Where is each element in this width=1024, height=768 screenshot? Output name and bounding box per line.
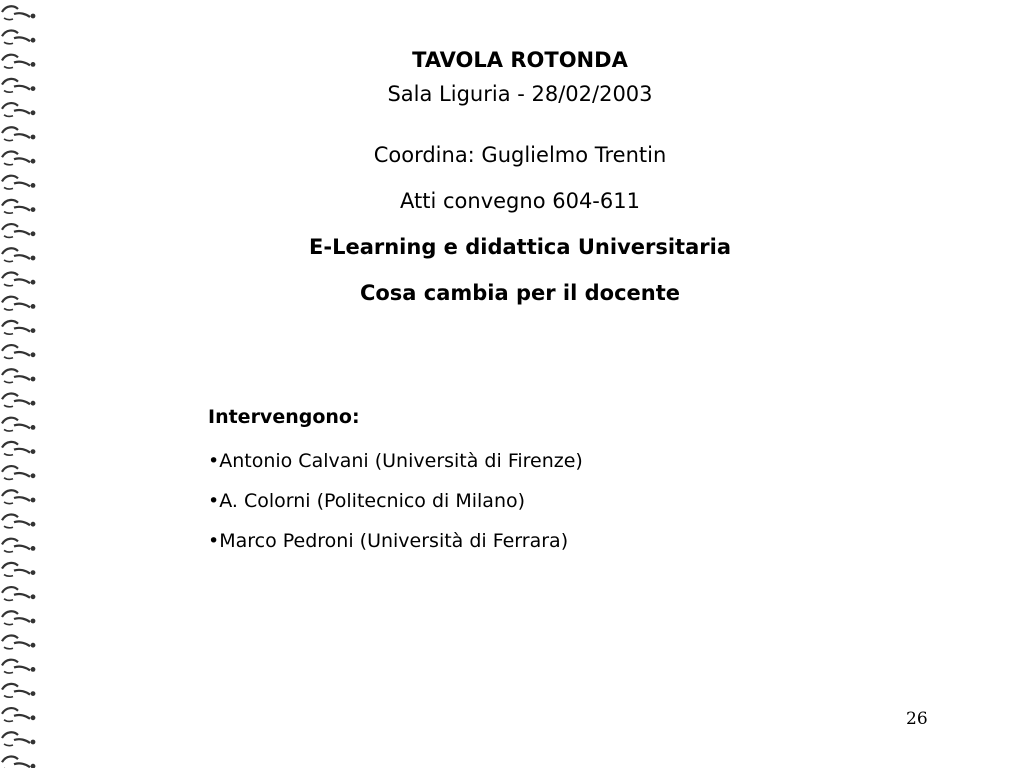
slide-heading: TAVOLA ROTONDA	[412, 48, 628, 72]
venue-date: Sala Liguria - 28/02/2003	[387, 82, 653, 106]
topic-line-1: E-Learning e didattica Universitaria	[309, 235, 731, 259]
binding-ring-icon	[2, 708, 35, 721]
binding-ring-icon	[2, 176, 35, 189]
binding-ring-icon	[2, 756, 35, 768]
binding-ring-icon	[2, 103, 35, 116]
binding-ring-icon	[2, 369, 35, 382]
binding-ring-icon	[2, 563, 35, 576]
binding-ring-icon	[2, 79, 35, 92]
binding-ring-icon	[2, 732, 35, 745]
spiral-binding-icon	[0, 0, 44, 768]
binding-ring-icon	[2, 151, 35, 164]
speaker-item: •A. Colorni (Politecnico di Milano)	[208, 490, 526, 512]
binding-ring-icon	[2, 248, 35, 261]
binding-ring-icon	[2, 587, 35, 600]
binding-ring-icon	[2, 611, 35, 624]
binding-ring-icon	[2, 539, 35, 552]
binding-ring-icon	[2, 466, 35, 479]
binding-ring-icon	[2, 6, 35, 19]
binding-ring-icon	[2, 442, 35, 455]
binding-ring-icon	[2, 514, 35, 527]
coordinator-line: Coordina: Guglielmo Trentin	[373, 143, 667, 167]
binding-ring-icon	[2, 272, 35, 285]
binding-ring-icon	[2, 127, 35, 140]
binding-ring-icon	[2, 660, 35, 673]
binding-ring-icon	[2, 393, 35, 406]
speaker-item: •Marco Pedroni (Università di Ferrara)	[208, 530, 569, 552]
speakers-label: Intervengono:	[208, 406, 360, 428]
binding-ring-icon	[2, 345, 35, 358]
speaker-item: •Antonio Calvani (Università di Firenze)	[208, 450, 583, 472]
binding-ring-icon	[2, 418, 35, 431]
binding-ring-icon	[2, 224, 35, 237]
binding-ring-icon	[2, 297, 35, 310]
topic-line-2: Cosa cambia per il docente	[359, 281, 681, 305]
binding-ring-icon	[2, 55, 35, 68]
binding-ring-icon	[2, 635, 35, 648]
binding-ring-icon	[2, 490, 35, 503]
binding-ring-icon	[2, 321, 35, 334]
proceedings-line: Atti convegno 604-611	[400, 189, 640, 213]
binding-ring-icon	[2, 684, 35, 697]
binding-ring-icon	[2, 200, 35, 213]
binding-ring-icon	[2, 30, 35, 43]
page-number: 26	[906, 709, 928, 729]
